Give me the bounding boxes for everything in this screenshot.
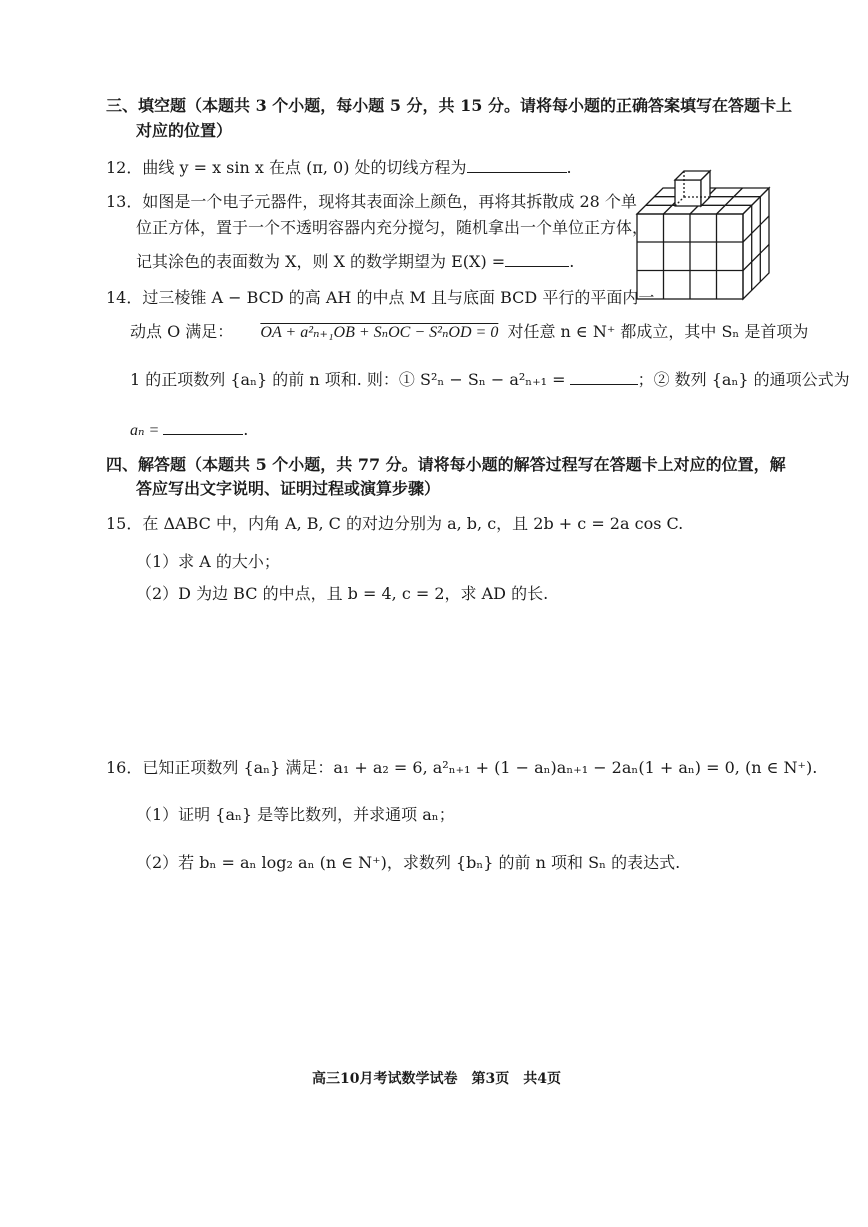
q13-answer-blank	[505, 250, 569, 267]
section4-heading-line1: 四、解答题（本题共 5 个小题，共 77 分。请将每小题的解答过程写在答题卡上对应的位置，解	[106, 455, 786, 474]
q15-part1: （1）求 A 的大小；	[136, 552, 280, 571]
q16-stem: 16．已知正项数列 {aₙ} 满足：a₁ + a₂ = 6, a²ₙ₊₁ + (1 − aₙ)aₙ₊₁ − 2aₙ(1 + aₙ) = 0, (n ∈ N⁺).	[106, 758, 818, 777]
q14-answer-blank-2	[163, 418, 243, 435]
q12-end: .	[566, 158, 572, 177]
q14-line4	[130, 418, 248, 442]
q14-line2	[130, 321, 808, 344]
cube-figure	[634, 166, 774, 306]
q15-part2: （2）D 为边 BC 的中点，且 b = 4, c = 2，求 AD 的长.	[136, 584, 549, 603]
q14-line3-prefix: 1 的正项数列 {aₙ} 的前 n 项和. 则：① S²ₙ − Sₙ − a²ₙ₊₁ =	[130, 370, 566, 389]
page-footer: 高三10月考试数学试卷 第3页 共4页	[312, 1071, 561, 1087]
q14-vector-formula: OA + a²ₙ₊₁OB + SₙOC − S²ₙOD = 0	[260, 324, 499, 341]
q14-line4-label: aₙ =	[130, 422, 160, 439]
q13-end: .	[569, 252, 575, 271]
section3-heading-line2: 对应的位置）	[136, 121, 233, 140]
q12-text: 12．曲线 y = x sin x 在点 (π, 0) 处的切线方程为	[106, 158, 467, 177]
section4-heading-line2: 答应写出文字说明、证明过程或演算步骤）	[136, 479, 441, 498]
q16-part1: （1）证明 {aₙ} 是等比数列，并求通项 aₙ；	[136, 805, 455, 824]
q16-part2: （2）若 bₙ = aₙ log₂ aₙ (n ∈ N⁺)，求数列 {bₙ} 的前 n 项和 Sₙ 的表达式.	[136, 853, 681, 872]
q14-end: .	[243, 420, 249, 439]
section3-heading-line1: 三、填空题（本题共 3 个小题，每小题 5 分，共 15 分。请将每小题的正确答案填写在答题卡上	[106, 96, 792, 115]
q14-line2-prefix: 动点 O 满足：	[130, 322, 234, 341]
question-12	[106, 156, 572, 179]
q13-line1: 13．如图是一个电子元器件，现将其表面涂上颜色，再将其拆散成 28 个单	[106, 192, 637, 211]
q13-line2: 位正方体，置于一个不透明容器内充分搅匀，随机拿出一个单位正方体，	[136, 218, 649, 237]
q14-line1: 14．过三棱锥 A − BCD 的高 AH 的中点 M 且与底面 BCD 平行的平面内一	[106, 288, 655, 307]
q13-line3	[136, 250, 574, 273]
q15-stem: 15．在 ΔABC 中，内角 A, B, C 的对边分别为 a, b, c，且 2b + c = 2a cos C.	[106, 514, 684, 533]
q14-line3-suffix: ；② 数列 {aₙ} 的通项公式为	[637, 370, 850, 389]
q12-answer-blank	[467, 156, 567, 173]
q13-line3-text: 记其涂色的表面数为 X，则 X 的数学期望为 E(X) =	[136, 252, 506, 271]
q14-answer-blank-1	[570, 368, 638, 385]
q14-line3	[130, 368, 850, 391]
q14-line2-suffix: 对任意 n ∈ N⁺ 都成立，其中 Sₙ 是首项为	[507, 322, 809, 341]
